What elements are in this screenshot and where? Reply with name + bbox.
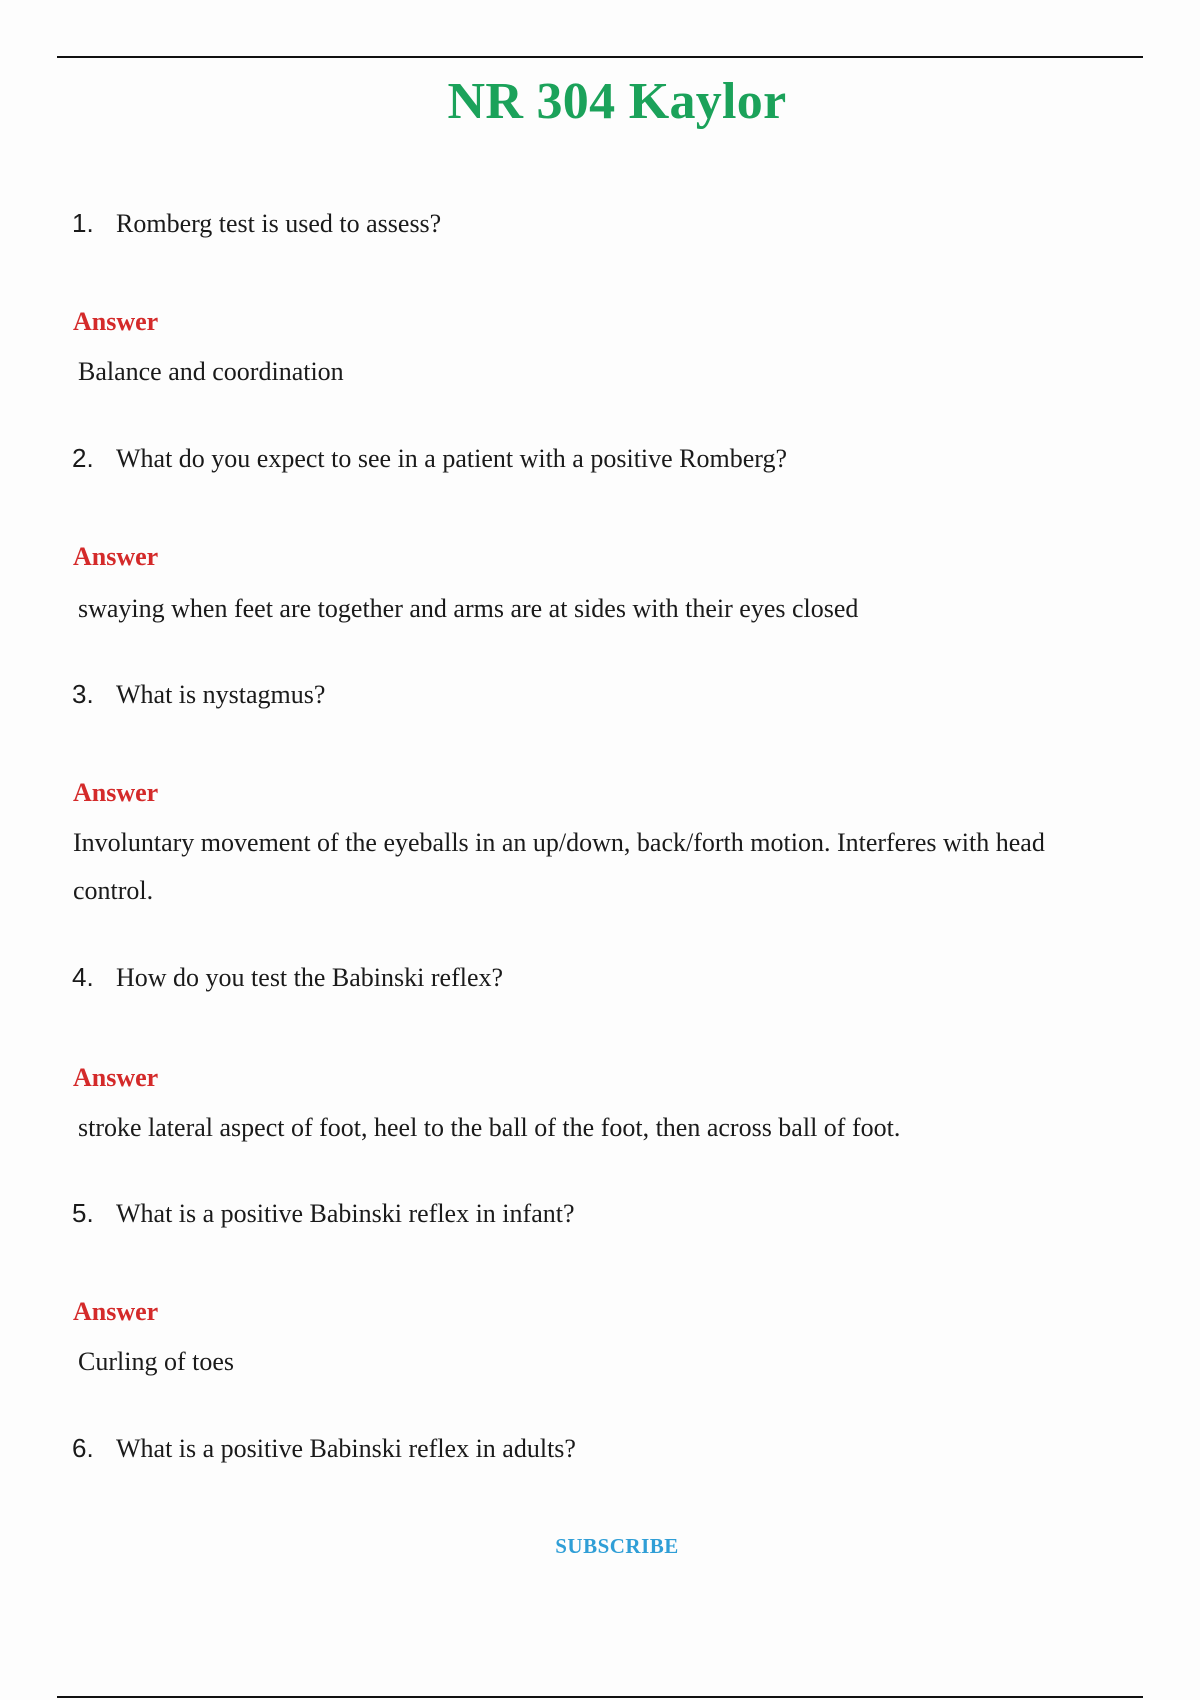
answer-label-3: Answer <box>73 778 159 807</box>
question-text: What is a positive Babinski reflex in infant? <box>116 1199 575 1228</box>
question-text: What is nystagmus? <box>116 680 326 709</box>
top-rule <box>57 56 1143 58</box>
answer-label-1: Answer <box>73 307 159 336</box>
answer-label-2: Answer <box>73 542 159 571</box>
answer-text-1: Balance and coordination <box>78 357 344 386</box>
question-number: 6. <box>72 1433 94 1463</box>
question-text: What is a positive Babinski reflex in adults? <box>116 1434 576 1463</box>
question-text: How do you test the Babinski reflex? <box>116 963 504 992</box>
subscribe-link[interactable]: SUBSCRIBE <box>555 1534 679 1558</box>
question-text: Romberg test is used to assess? <box>116 209 442 238</box>
question-number: 3. <box>72 679 94 709</box>
answer-text-3: Involuntary movement of the eyeballs in an up/down, back/forth motion. Interferes with head control. <box>73 828 1045 905</box>
bottom-rule <box>57 1696 1143 1698</box>
document-title: NR 304 Kaylor <box>447 73 787 130</box>
question-6 <box>72 1433 1132 1464</box>
question-3 <box>72 679 1132 710</box>
question-2 <box>72 443 1132 474</box>
question-number: 5. <box>72 1198 94 1228</box>
question-1 <box>72 208 1132 239</box>
answer-text-5: Curling of toes <box>78 1347 234 1376</box>
question-4 <box>72 962 1132 993</box>
answer-text-4: stroke lateral aspect of foot, heel to the ball of the foot, then across ball of foot. <box>78 1113 901 1142</box>
answer-label-5: Answer <box>73 1297 159 1326</box>
question-number: 2. <box>72 443 94 473</box>
question-text: What do you expect to see in a patient with a positive Romberg? <box>116 444 788 473</box>
question-number: 1. <box>72 208 94 238</box>
answer-text-2: swaying when feet are together and arms are at sides with their eyes closed <box>78 594 859 623</box>
question-5 <box>72 1198 1132 1229</box>
answer-label-4: Answer <box>73 1063 159 1092</box>
question-number: 4. <box>72 962 94 992</box>
